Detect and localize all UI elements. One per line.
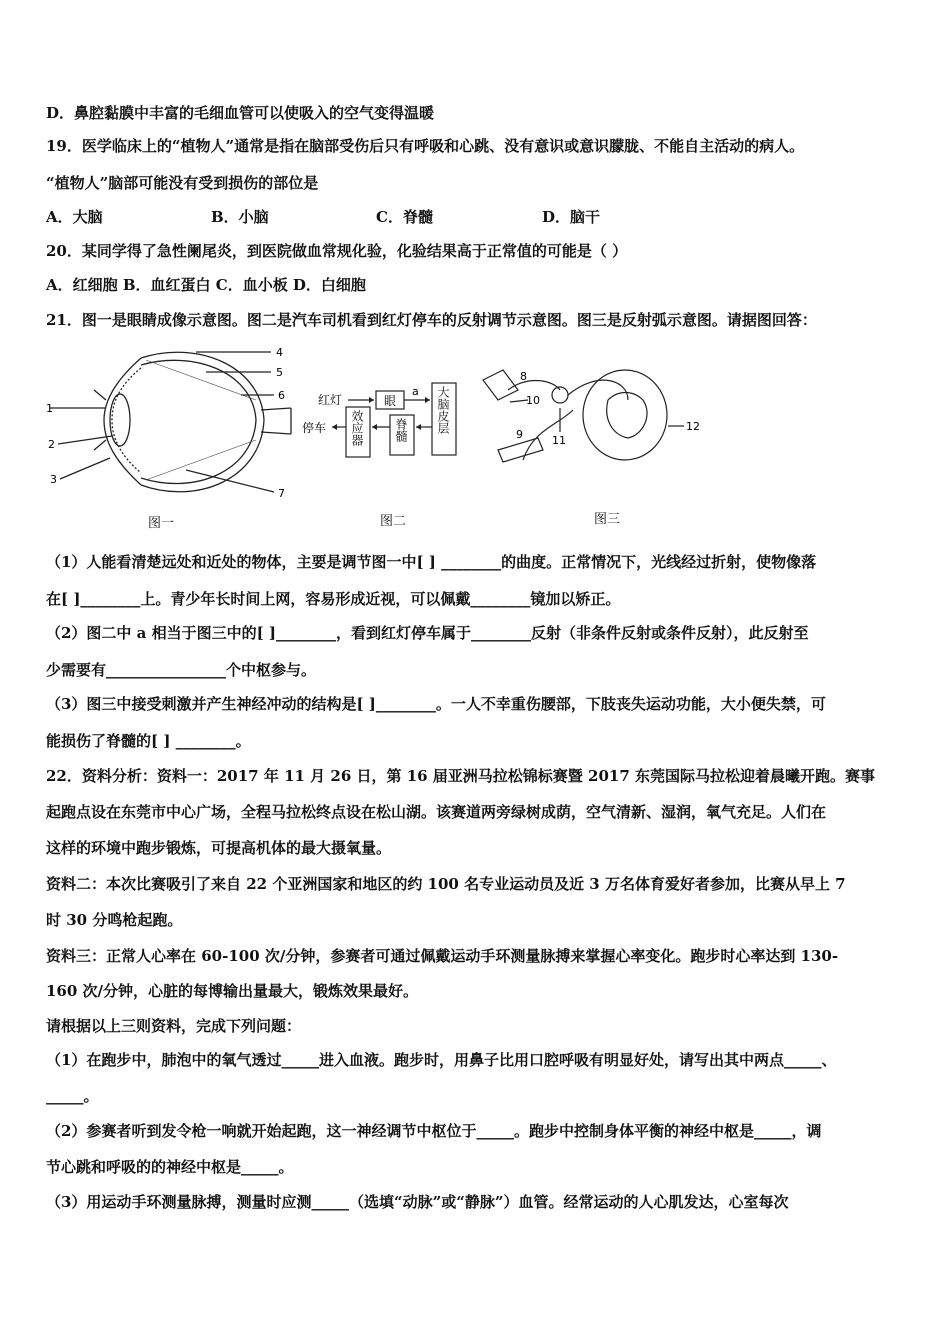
q22-line7: 160 次/分钟，心脏的每博输出量最大，锻炼效果最好。 [46,982,419,1000]
fig1-label-5: 5 [276,366,283,379]
q22-part2-line1: （2）参赛者听到发令枪一响就开始起跑，这一神经调节中枢位于_____。跑步中控制身体平衡的神经中枢是_____，调 [46,1122,822,1140]
q22-part2-line2: 节心跳和呼吸的的神经中枢是_____。 [46,1158,294,1176]
q19-stem-line2: “植物人”脑部可能没有受到损伤的部位是 [46,174,319,192]
q22-line1: 22．资料分析：资料一：2017 年 11 月 26 日，第 16 届亚洲马拉松锦标赛暨 2017 东莞国际马拉松迎着晨曦开跑。赛事 [46,767,875,785]
q19-stem-line1: 19．医学临床上的“植物人”通常是指在脑部受伤后只有呼吸和心跳、没有意识或意识朦胧、不能自主活动的病人。 [46,137,805,155]
fig3-label-11: 11 [552,434,566,447]
fig3-label-9: 9 [516,428,523,441]
fig2-a: a [412,385,419,398]
reflex-arc-diagram [478,360,708,485]
fig2-caption: 图二 [380,514,407,529]
fig2-red-light: 红灯 [318,393,343,407]
fig2-eye: 眼 [384,394,397,408]
fig1-label-4: 4 [276,346,283,359]
q22-line2: 起跑点设在东莞市中心广场，全程马拉松终点设在松山湖。该赛道两旁绿树成荫，空气清新、湿润，氧气充足。人们在 [46,803,827,821]
q18-option-d: D．鼻腔黏膜中丰富的毛细血管可以使吸入的空气变得温暖 [46,104,435,122]
fig2-spine-label: 脊髓 [394,418,408,442]
q22-part1-line1: （1）在跑步中，肺泡中的氧气透过_____进入血液。跑步时，用鼻子比用口腔呼吸有明显好处，请写出其中两点_____、 [46,1051,837,1069]
q22-part1-line2: _____。 [46,1087,99,1105]
fig3-caption: 图三 [594,512,621,527]
q22-line4: 资料二：本次比赛吸引了来自 22 个亚洲国家和地区的约 100 名专业运动员及近 3 万名体育爱好者参加，比赛从早上 7 [46,875,846,893]
q21-part2-line1: （2）图二中 a 相当于图三中的[ ]________，看到红灯停车属于________反射（非条件反射或条件反射），此反射至 [46,624,809,642]
fig1-label-3: 3 [50,473,57,486]
q19-option-a: A．大脑 [46,208,103,226]
fig1-caption: 图一 [148,516,175,531]
q19-option-d: D．脑干 [542,208,601,226]
fig1-label-2: 2 [48,438,55,451]
fig2-cortex-label: 大脑皮层 [436,386,450,434]
q21-part2-line2: 少需要有________________个中枢参与。 [46,661,317,679]
q22-line6: 资料三：正常人心率在 60-100 次/分钟，参赛者可通过佩戴运动手环测量脉搏来掌握心率变化。跑步时心率达到 130- [46,947,839,965]
q20-stem: 20．某同学得了急性阑尾炎，到医院做血常规化验，化验结果高于正常值的可能是（ ） [46,242,628,260]
q22-line5: 时 30 分鸣枪起跑。 [46,911,183,929]
fig3-label-8: 8 [520,370,527,383]
q19-option-b: B．小脑 [211,208,269,226]
fig2-stop: 停车 [302,421,327,435]
q21-part1-line2: 在[ ]________上。青少年长时间上网，容易形成近视，可以佩戴________镜加以矫正。 [46,590,621,608]
fig1-label-6: 6 [278,389,285,402]
q21-part1-line1: （1）人能看清楚远处和近处的物体，主要是调节图一中[ ] ________的曲度。正常情况下，光线经过折射，使物像落 [46,553,817,571]
q19-option-c: C．脊髓 [376,208,433,226]
q21-stem: 21．图一是眼睛成像示意图。图二是汽车司机看到红灯停车的反射调节示意图。图三是反射弧示意图。请据图回答： [46,311,817,329]
fig1-label-7: 7 [278,487,285,500]
q21-part3-line2: 能损伤了脊髓的[ ] ________。 [46,732,251,750]
q22-line8: 请根据以上三则资料，完成下列问题： [46,1017,302,1035]
fig3-label-10: 10 [526,394,540,407]
fig1-label-1: 1 [46,402,53,415]
q22-part3-line1: （3）用运动手环测量脉搏，测量时应测_____（选填“动脉”或“静脉”）血管。经常运动的人心肌发达，心室每次 [46,1193,789,1211]
fig2-effector-label: 效应器 [350,410,364,446]
q20-options: A．红细胞 B．血红蛋白 C．血小板 D．白细胞 [46,276,366,294]
q22-line3: 这样的环境中跑步锻炼，可提高机体的最大摄氧量。 [46,839,392,857]
eye-diagram [46,340,296,530]
q21-part3-line1: （3）图三中接受刺激并产生神经冲动的结构是[ ]________。一人不幸重伤腰部，下肢丧失运动功能，大小便失禁，可 [46,695,826,713]
fig3-label-12: 12 [686,420,700,433]
